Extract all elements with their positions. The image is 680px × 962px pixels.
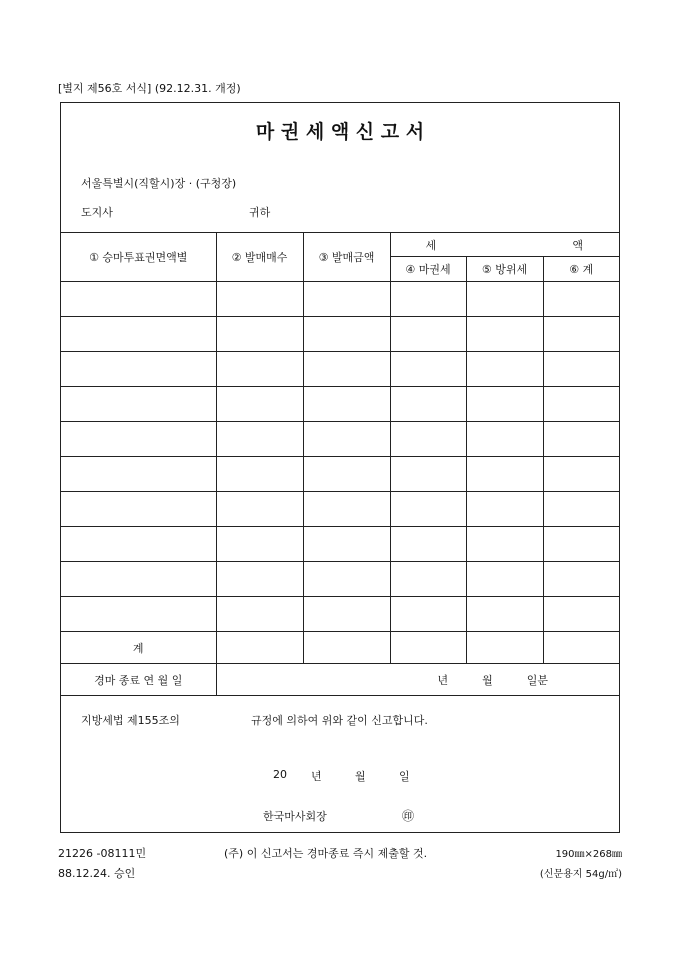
table-cell[interactable] <box>216 387 303 422</box>
table-cell[interactable] <box>61 492 216 527</box>
declaration-year-unit: 년 <box>311 770 322 783</box>
table-cell[interactable] <box>303 562 390 597</box>
table-cell[interactable] <box>216 282 303 317</box>
header-tax-right: 액 <box>572 239 584 252</box>
tax-amount-table <box>61 232 619 696</box>
table-row <box>61 422 619 457</box>
recipient-honorific: 귀하 <box>249 206 271 219</box>
table-cell[interactable] <box>303 282 390 317</box>
table-cell[interactable] <box>303 352 390 387</box>
header-tax-amount <box>390 233 619 257</box>
header-sales-amount: ③ 발매금액 <box>303 233 390 282</box>
table-cell[interactable] <box>61 422 216 457</box>
table-cell[interactable] <box>466 527 543 562</box>
paper-size: 190㎜×268㎜ <box>555 849 622 860</box>
table-row <box>61 527 619 562</box>
race-end-date-field[interactable] <box>216 664 619 696</box>
table-cell[interactable] <box>390 457 466 492</box>
table-cell[interactable] <box>216 352 303 387</box>
header-tax-total: ⑥ 계 <box>543 257 619 282</box>
table-cell[interactable] <box>303 492 390 527</box>
header-denomination: ① 승마투표권면액별 <box>61 233 216 282</box>
table-cell[interactable] <box>216 457 303 492</box>
table-cell[interactable] <box>303 632 390 664</box>
table-row <box>61 387 619 422</box>
table-cell[interactable] <box>61 282 216 317</box>
form-code: 21226 -08111민 <box>58 847 147 860</box>
table-row <box>61 457 619 492</box>
table-cell[interactable] <box>61 317 216 352</box>
form-title: 마 권 세 액 신 고 서 <box>255 121 425 143</box>
declaration-day-unit: 일 <box>399 770 410 783</box>
table-cell[interactable] <box>543 457 619 492</box>
table-cell[interactable] <box>390 352 466 387</box>
table-row <box>61 317 619 352</box>
table-cell[interactable] <box>466 387 543 422</box>
date-month-unit: 월 <box>482 673 493 687</box>
table-cell[interactable] <box>543 317 619 352</box>
date-day-unit: 일분 <box>526 673 549 687</box>
paper-type: (신문용지 54g/㎡) <box>539 869 622 880</box>
table-cell[interactable] <box>390 492 466 527</box>
table-cell[interactable] <box>61 597 216 632</box>
table-cell[interactable] <box>216 317 303 352</box>
table-cell[interactable] <box>216 422 303 457</box>
table-cell[interactable] <box>543 282 619 317</box>
table-cell[interactable] <box>466 632 543 664</box>
table-cell[interactable] <box>216 527 303 562</box>
table-cell[interactable] <box>466 317 543 352</box>
approval-date: 88.12.24. 승인 <box>58 867 136 880</box>
table-cell[interactable] <box>390 282 466 317</box>
total-row <box>61 632 619 664</box>
table-cell[interactable] <box>543 562 619 597</box>
table-cell[interactable] <box>390 422 466 457</box>
signer-name: 한국마사회장 <box>263 810 327 823</box>
header-tax-left: 세 <box>425 239 437 252</box>
table-cell[interactable] <box>390 562 466 597</box>
table-cell[interactable] <box>61 562 216 597</box>
table-cell[interactable] <box>216 492 303 527</box>
table-cell[interactable] <box>543 387 619 422</box>
race-end-date-row <box>61 664 619 696</box>
table-cell[interactable] <box>466 457 543 492</box>
table-cell[interactable] <box>466 562 543 597</box>
table-row <box>61 352 619 387</box>
race-end-date-label: 경마 종료 연 월 일 <box>61 664 216 696</box>
table-cell[interactable] <box>61 387 216 422</box>
table-cell[interactable] <box>390 317 466 352</box>
table-cell[interactable] <box>303 527 390 562</box>
table-cell[interactable] <box>61 457 216 492</box>
table-cell[interactable] <box>543 422 619 457</box>
table-cell[interactable] <box>303 597 390 632</box>
header-sales-count: ② 발매매수 <box>216 233 303 282</box>
recipient-governor: 도지사 <box>81 206 113 219</box>
date-year-unit: 년 <box>437 673 449 687</box>
table-cell[interactable] <box>466 492 543 527</box>
table-cell[interactable] <box>466 597 543 632</box>
declaration-month-unit: 월 <box>355 770 366 783</box>
law-reference: 지방세법 제155조의 <box>81 714 180 727</box>
declaration-date-prefix: 20 <box>273 768 287 781</box>
total-label: 계 <box>61 632 216 664</box>
table-cell[interactable] <box>61 527 216 562</box>
table-cell[interactable] <box>61 352 216 387</box>
table-cell[interactable] <box>543 597 619 632</box>
table-cell[interactable] <box>390 632 466 664</box>
table-cell[interactable] <box>543 352 619 387</box>
header-defense-tax: ⑤ 방위세 <box>466 257 543 282</box>
table-cell[interactable] <box>543 492 619 527</box>
table-cell[interactable] <box>303 387 390 422</box>
table-cell[interactable] <box>216 632 303 664</box>
submission-note: (주) 이 신고서는 경마종료 즉시 제출할 것. <box>224 847 428 860</box>
seal-icon: ㊞ <box>402 809 415 823</box>
table-row <box>61 492 619 527</box>
table-cell[interactable] <box>543 527 619 562</box>
table-cell[interactable] <box>390 527 466 562</box>
table-row <box>61 597 619 632</box>
table-cell[interactable] <box>390 387 466 422</box>
form-frame <box>60 102 620 833</box>
table-row <box>61 562 619 597</box>
table-cell[interactable] <box>216 562 303 597</box>
table-cell[interactable] <box>466 352 543 387</box>
form-number-label: [별지 제56호 서식] (92.12.31. 개정) <box>58 82 241 95</box>
table-cell[interactable] <box>466 422 543 457</box>
table-cell[interactable] <box>303 317 390 352</box>
table-cell[interactable] <box>466 282 543 317</box>
table-cell[interactable] <box>543 632 619 664</box>
table-cell[interactable] <box>390 597 466 632</box>
table-cell[interactable] <box>303 457 390 492</box>
table-cell[interactable] <box>303 422 390 457</box>
table-cell[interactable] <box>216 597 303 632</box>
recipient-line-1: 서울특별시(직할시)장 · (구청장) <box>81 177 237 190</box>
declaration-statement: 규정에 의하여 위와 같이 신고합니다. <box>251 714 428 727</box>
table-row <box>61 282 619 317</box>
header-horse-race-tax: ④ 마권세 <box>390 257 466 282</box>
